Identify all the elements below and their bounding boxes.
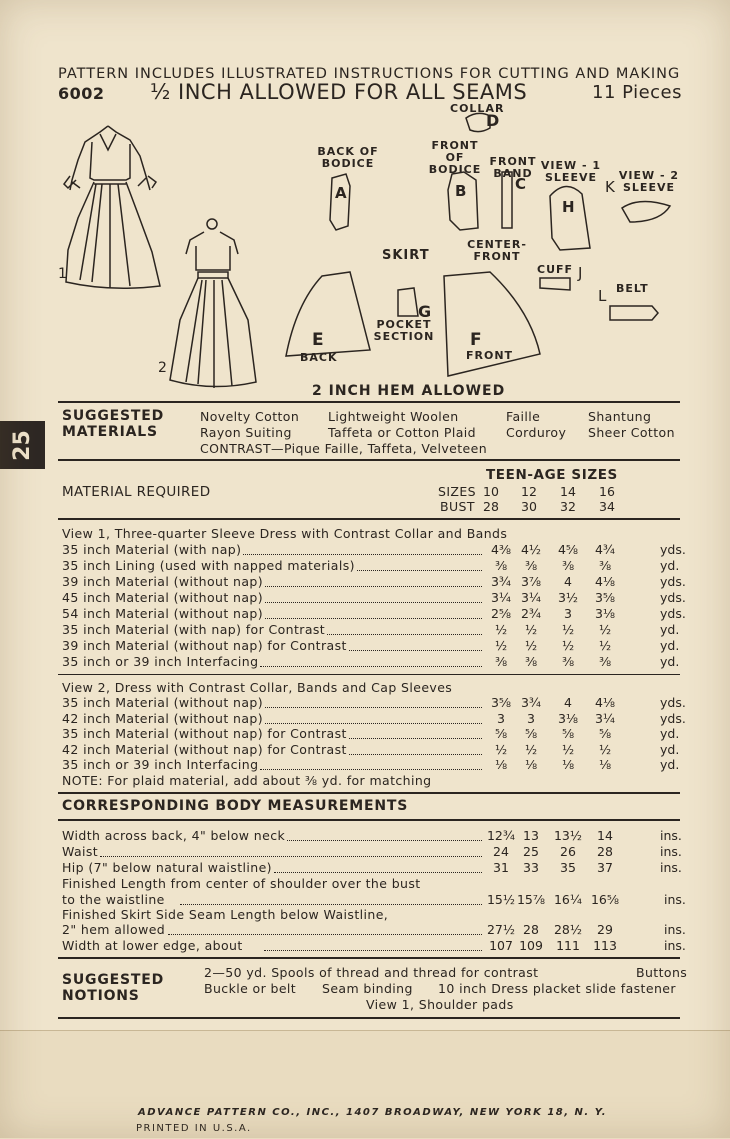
row-value: 4⅛	[594, 574, 616, 589]
rule	[58, 674, 680, 675]
row-value: ⅛	[524, 757, 538, 772]
row-value: ⅜	[494, 654, 508, 669]
finished-length-label: to the waistline	[62, 892, 165, 907]
notion-item: Buttons	[636, 965, 688, 980]
material-item: Faille	[506, 409, 541, 424]
view-2-number: 2	[158, 360, 168, 376]
unit-label: ins.	[660, 828, 682, 843]
row-value: 3	[564, 606, 572, 621]
rule	[58, 401, 680, 403]
row-value: 37	[597, 860, 613, 875]
body-title: CORRESPONDING BODY MEASUREMENTS	[62, 798, 409, 814]
row-value: 25	[523, 844, 539, 859]
skirt-length-value: 29	[597, 922, 613, 937]
row-value: 3⅝	[594, 590, 616, 605]
row-value: 13½	[553, 828, 583, 843]
size-value: 10	[483, 484, 499, 499]
row-value: ½	[598, 622, 612, 637]
row-value: ⅜	[561, 654, 575, 669]
row-value: 13	[523, 828, 539, 843]
belt-letter: L	[598, 287, 607, 305]
row-label: 42 inch Material (without nap)	[62, 710, 264, 726]
row-value: 3⅛	[594, 606, 616, 621]
row-value: 3¾	[520, 695, 542, 710]
skirt-length-value: 27½	[486, 922, 516, 937]
center-front-label: CENTER-FRONT	[467, 238, 527, 263]
view-1-sleeve-label: VIEW - 1 SLEEVE	[540, 159, 602, 184]
company-address: ADVANCE PATTERN CO., INC., 1407 BROADWAY, NEW YORK 18, N. Y.	[138, 1107, 608, 1118]
skirt-length-value: 28	[523, 922, 539, 937]
row-value: ⅛	[598, 757, 612, 772]
row-value: ⅜	[561, 558, 575, 573]
material-item: Novelty Cotton	[200, 409, 300, 424]
materials-title: SUGGESTED MATERIALS	[62, 408, 165, 440]
front-bodice-label: FRONT OF BODICE	[428, 139, 482, 176]
row-value: 31	[493, 860, 509, 875]
notion-item: View 1, Shoulder pads	[366, 997, 514, 1012]
row-value: 3¾	[490, 574, 512, 589]
width-value: 109	[519, 938, 543, 953]
row-value: ½	[524, 741, 538, 757]
row-value: 2⅝	[490, 606, 512, 621]
width-value: 113	[593, 938, 617, 953]
row-value: ⅝	[524, 726, 538, 741]
instructions-line: PATTERN INCLUDES ILLUSTRATED INSTRUCTIONS FOR CUTTING AND MAKING	[58, 66, 681, 82]
collar-letter: D	[486, 111, 500, 130]
material-item: Rayon Suiting	[200, 425, 292, 440]
row-value: 14	[597, 828, 613, 843]
row-value: ½	[494, 741, 508, 757]
width-label: Width at lower edge, about	[62, 938, 243, 953]
width-value: 107	[489, 938, 513, 953]
material-item: Lightweight Woolen	[328, 409, 459, 424]
row-value: 3	[497, 710, 505, 726]
row-value: ⅝	[494, 726, 508, 741]
front-band-letter: C	[515, 175, 527, 193]
row-value: 4⅛	[594, 695, 616, 710]
row-value: 4⅝	[557, 542, 579, 557]
collar-label: COLLAR	[450, 102, 505, 115]
row-label: Hip (7" below natural waistline)	[62, 860, 272, 875]
hem-note: 2 INCH HEM ALLOWED	[312, 383, 506, 399]
bust-value: 34	[599, 499, 615, 514]
seam-allowance: ½ INCH ALLOWED FOR ALL SEAMS	[150, 80, 528, 104]
row-value: ½	[494, 638, 508, 653]
row-value: 4	[564, 695, 572, 710]
row-value: ⅛	[494, 757, 508, 772]
contrast-materials: CONTRAST—Pique Faille, Taffeta, Velveteen	[200, 441, 488, 456]
material-required-label: MATERIAL REQUIRED	[62, 484, 211, 500]
row-value: 35	[560, 860, 576, 875]
row-value: ⅝	[598, 726, 612, 741]
back-bodice-label: BACK OF BODICE	[317, 145, 379, 170]
rule	[58, 1017, 680, 1019]
row-label: 35 inch Lining (used with napped materials)	[62, 558, 355, 573]
unit-label: yd.	[660, 622, 680, 637]
unit-label: yd.	[660, 558, 680, 573]
bust-value: 28	[483, 499, 499, 514]
row-value: 24	[493, 844, 509, 859]
row-label: 35 inch Material (without nap) for Contrast	[62, 726, 347, 741]
unit-label: yds.	[660, 574, 686, 589]
row-label: Width across back, 4" below neck	[62, 828, 286, 843]
row-value: ½	[598, 741, 612, 757]
row-value: 33	[523, 860, 539, 875]
row-value: 4⅜	[490, 542, 512, 557]
view-2-title: View 2, Dress with Contrast Collar, Bands and Cap Sleeves	[62, 680, 453, 695]
skirt-front-label: FRONT	[466, 349, 514, 362]
unit-label: yds.	[660, 542, 686, 557]
unit-label: yd.	[660, 638, 680, 653]
unit-label: yd.	[660, 741, 680, 757]
material-item: Sheer Cotton	[588, 425, 675, 440]
row-value: 12¾	[486, 828, 516, 843]
rule	[58, 518, 680, 520]
row-value: ½	[561, 622, 575, 637]
row-value: ½	[561, 741, 575, 757]
view-2-sleeve-letter: K	[605, 178, 616, 196]
skirt-back-label: BACK	[300, 351, 338, 364]
view-1-sleeve-letter: H	[562, 198, 576, 216]
size-value: 16	[599, 484, 615, 499]
row-value: 3	[527, 710, 535, 726]
unit-label: yds.	[660, 710, 686, 726]
row-value: ⅜	[598, 654, 612, 669]
notion-item: Seam binding	[322, 981, 413, 996]
row-value: ½	[561, 638, 575, 653]
material-item: Shantung	[588, 409, 652, 424]
row-label: 39 inch Material (without nap) for Contrast	[62, 638, 347, 653]
cuff-letter: J	[578, 264, 583, 282]
notion-item: 10 inch Dress placket slide fastener	[438, 981, 676, 996]
unit-label: ins.	[664, 892, 686, 907]
belt-label: BELT	[616, 282, 649, 295]
width-value: 111	[556, 938, 580, 953]
row-value: 3⅝	[490, 695, 512, 710]
unit-label: yd.	[660, 757, 680, 772]
unit-label: ins.	[660, 844, 682, 859]
row-value: ½	[524, 638, 538, 653]
row-value: 3⅛	[557, 710, 579, 726]
row-value: ⅜	[494, 558, 508, 573]
skirt-length-label: 2" hem allowed	[62, 922, 166, 937]
sizes-title: TEEN-AGE SIZES	[486, 467, 618, 483]
row-value: 4¾	[594, 542, 616, 557]
size-value: 14	[560, 484, 576, 499]
row-label: 42 inch Material (without nap) for Contrast	[62, 741, 347, 757]
unit-label: yd.	[660, 726, 680, 741]
bust-label: BUST	[440, 499, 475, 514]
rule	[58, 792, 680, 794]
size-value: 12	[521, 484, 537, 499]
row-label: 35 inch or 39 inch Interfacing	[62, 654, 259, 669]
row-value: ⅜	[524, 558, 538, 573]
skirt-label: SKIRT	[382, 248, 430, 263]
row-label: 54 inch Material (without nap)	[62, 606, 264, 621]
row-value: ½	[494, 622, 508, 637]
pocket-label: POCKET SECTION	[373, 318, 435, 343]
unit-label: yds.	[660, 695, 686, 710]
view-2-sleeve-label: VIEW - 2 SLEEVE	[618, 169, 680, 194]
back-bodice-letter: A	[335, 184, 348, 202]
sizes-label: SIZES	[438, 484, 477, 499]
row-label: 35 inch or 39 inch Interfacing	[62, 757, 259, 772]
rule	[58, 459, 680, 461]
finished-length-value: 16⅝	[590, 892, 620, 907]
unit-label: ins.	[664, 938, 686, 953]
row-value: 3¼	[520, 590, 542, 605]
row-value: 26	[560, 844, 576, 859]
row-value: 2¾	[520, 606, 542, 621]
row-label: 35 inch Material (with nap)	[62, 542, 242, 557]
skirt-length-label: Finished Skirt Side Seam Length below Waistline,	[62, 907, 389, 922]
row-value: ⅝	[561, 726, 575, 741]
unit-label: yds.	[660, 590, 686, 605]
pattern-number: 6002	[58, 84, 105, 103]
row-value: 3½	[557, 590, 579, 605]
rule	[58, 819, 680, 821]
row-value: ⅛	[561, 757, 575, 772]
row-value: 4	[564, 574, 572, 589]
row-label: 39 inch Material (without nap)	[62, 574, 264, 589]
printed-in: PRINTED IN U.S.A.	[136, 1123, 252, 1134]
row-value: ½	[524, 622, 538, 637]
unit-label: yd.	[660, 654, 680, 669]
bust-value: 32	[560, 499, 576, 514]
finished-length-value: 15½	[486, 892, 516, 907]
finished-length-value: 15⅞	[516, 892, 546, 907]
view-1-dress-illustration	[64, 126, 160, 288]
row-value: 28	[597, 844, 613, 859]
view-2-dress-illustration	[170, 219, 256, 388]
skirt-front-letter: F	[470, 330, 483, 350]
rule	[58, 957, 680, 959]
cuff-label: CUFF	[537, 263, 574, 276]
finished-length-label: Finished Length from center of shoulder over the bust	[62, 876, 421, 891]
unit-label: ins.	[664, 922, 686, 937]
unit-label: yds.	[660, 606, 686, 621]
row-value: 4½	[520, 542, 542, 557]
material-item: Corduroy	[506, 425, 567, 440]
row-value: ⅜	[524, 654, 538, 669]
piece-count: 11 Pieces	[592, 82, 683, 103]
row-label: 35 inch Material (with nap) for Contrast	[62, 622, 326, 637]
notions-title: SUGGESTED NOTIONS	[62, 972, 165, 1004]
skirt-length-value: 28½	[553, 922, 583, 937]
bust-value: 30	[521, 499, 537, 514]
skirt-back-letter: E	[312, 330, 325, 350]
unit-label: ins.	[660, 860, 682, 875]
front-band-label: FRONT BAND	[489, 155, 537, 180]
row-value: 3⅞	[520, 574, 542, 589]
row-label: Waist	[62, 844, 99, 859]
notion-item: Buckle or belt	[204, 981, 297, 996]
row-label: 35 inch Material (without nap)	[62, 695, 264, 710]
row-value: 3¼	[490, 590, 512, 605]
size-tab: 25	[0, 421, 45, 469]
material-item: Taffeta or Cotton Plaid	[328, 425, 477, 440]
notion-item: 2—50 yd. Spools of thread and thread for contrast	[204, 965, 539, 980]
row-value: ⅜	[598, 558, 612, 573]
view-1-number: 1	[58, 266, 68, 282]
plaid-note: NOTE: For plaid material, add about ⅜ yd. for matching	[62, 773, 432, 788]
front-bodice-letter: B	[455, 182, 467, 200]
row-value: 3¼	[594, 710, 616, 726]
row-label: 45 inch Material (without nap)	[62, 590, 264, 605]
finished-length-value: 16¼	[553, 892, 583, 907]
view-1-title: View 1, Three-quarter Sleeve Dress with Contrast Collar and Bands	[62, 526, 508, 541]
row-value: ½	[598, 638, 612, 653]
pocket-letter: G	[418, 302, 432, 321]
